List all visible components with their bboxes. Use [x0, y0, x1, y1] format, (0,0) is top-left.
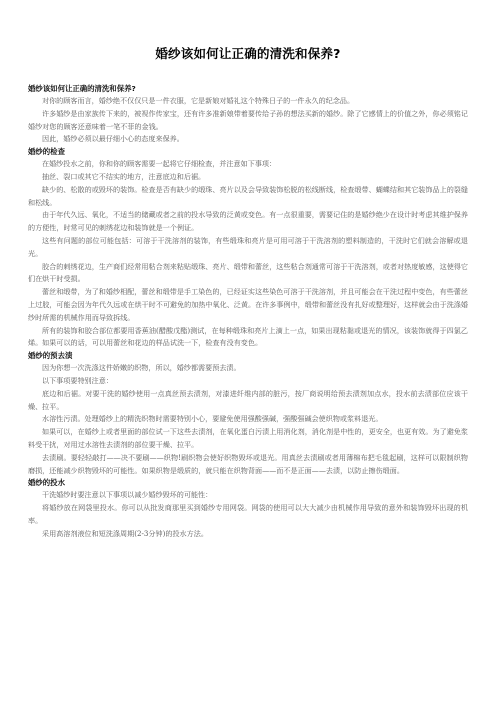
paragraph: 因此，婚纱必须以最仔细小心的态度来保养。 [42, 134, 184, 144]
section-intro [28, 83, 468, 146]
section-heading-inspection: 婚纱的检查 [28, 147, 65, 157]
section-pre-spotting [28, 350, 468, 477]
paragraph: 去渍刷。要轻轻敲打——决不要刷——织物!刷织物会使好织物毁坏或退光。用真丝去渍刷或者用薄棉布把毛毯起刷，这样可以限制织物磨损，还能减少织物毁坏的可能性。如果织物是缎质的，就只能在织物背面——而不是正面——去渍，以防止擦伤缎面。 [28, 452, 468, 475]
paragraph: 如果可以，在婚纱上或者里面的部位试一下这些去渍剂，在氧化蛋白污渍上用消化剂，消化剂是中性的，更安全，也更有效。为了避免浆料受干扰，对用过水溶性去渍剂的部位要干燥、拉平。 [28, 427, 468, 449]
paragraph: 这些有问题的部位可能包括：可溶于干洗溶剂的装饰，有些缎珠和亮片是可用可溶于干洗溶剂的塑料制造的，干洗时它们就会溶解或退光。 [28, 235, 468, 258]
paragraph: 胶合的刺绣花边，生产商们经常用粘合剂来粘贴缎珠、亮片、缎带和蕾丝，这些粘合剂通常可溶于干洗溶剂，或者对热度敏感，这使得它们在烘干时受损。 [28, 261, 468, 284]
paragraph: 底边和后裾。对要干洗的婚纱使用一点真丝预去渍剂，对漆进纤维内部的脏污，按厂商说明给预去渍剂加点水，投水前去渍部位应该干燥、拉平。 [28, 388, 468, 411]
paragraph: 蕾丝和缎带，为了和婚纱相配，蕾丝和缎带是手工染色的，已经证实这些染色可溶于干洗溶剂，并且可能会在干洗过程中变色，有些蕾丝上过胶，可能会因为年代久远或在烘干时不可避免的加热中氧化、泛黄。在许多事例中，缎带和蕾丝没有扎好或整理好，这样就会由于洗涤婚纱时所需的机械作用而导致拆线。 [28, 287, 468, 322]
paragraph: 由于年代久远、氧化，不适当的储藏或者之前的投水导致的泛黄或变色。有一点很重要，需要记住的是婚纱绝少在设计时考虑其维护保养的方便性，时常可见的刺绣花边和装饰就是一个例证。 [28, 210, 468, 233]
paragraph: 缺少的、松散的或毁坏的装饰。检查是否有缺少的缎珠、亮片以及会导致装饰松脱的松线断线，检查缎带、蝴蝶结和其它装饰品上的裂缝和松线。 [28, 184, 468, 207]
paragraph: 以下事项要特别注意： [42, 375, 113, 385]
paragraph: 因为你想一次洗涤这件娇嫩的织物，所以，婚纱都需要预去渍。 [42, 363, 241, 373]
section-heading-intro: 婚纱该如何让正确的清洗和保养? [28, 84, 136, 93]
section-heading-pre-spotting: 婚纱的预去渍 [28, 351, 73, 361]
paragraph: 水溶性污渍。处理婚纱上的精洗织物时需要特别小心，要避免使用强酸强碱，强酸强碱会使织物或浆料退光。 [42, 414, 383, 424]
paragraph: 将婚纱放在网袋里投水。你可以从批发商那里买到婚纱专用网袋。网袋的使用可以大大减少由机械作用导致的意外和装饰毁坏出现的机率。 [28, 503, 468, 525]
paragraph: 采用高溶剂液位和短洗涤周期(2-3分钟)的投水方法。 [42, 528, 208, 538]
paragraph: 抽丝、裂口或其它不结实的地方，注意底边和后裾。 [42, 171, 206, 181]
section-washing [28, 477, 468, 540]
paragraph: 对你的顾客而言，婚纱绝不仅仅只是一件衣服，它是新娘对婚礼这个特殊日子的一件永久的纪念品。 [42, 96, 355, 105]
section-heading-washing: 婚纱的投水 [28, 478, 65, 488]
section-inspection [28, 146, 468, 350]
paragraph: 所有的装饰和胶合部位都要用香蕉油(醋酸戊酯)测试，在每种缎珠和亮片上滴上一点，如果出现粘黏或退光的情况，该装饰就得于四氯乙烯。如果可以的话，可以用蕾丝和花边的样品试洗一下，检查有没有变色。 [28, 325, 468, 348]
paragraph: 在婚纱投水之前，你和你的顾客需要一起将它仔细检查，并注意如下事项： [42, 159, 277, 169]
paragraph: 干洗婚纱时要注意以下事项以减少婚纱毁坏的可能性： [42, 490, 213, 500]
document-title: 婚纱该如何让正确的清洗和保养? [155, 46, 341, 61]
paragraph: 许多婚纱是由家族传下来的，被视作传家宝，还有许多准新娘带着要传给子孙的想法买新的婚纱。除了它感情上的价值之外，你必须铭记婚纱对您的顾客还意味着一笔不菲的金钱。 [28, 108, 468, 131]
